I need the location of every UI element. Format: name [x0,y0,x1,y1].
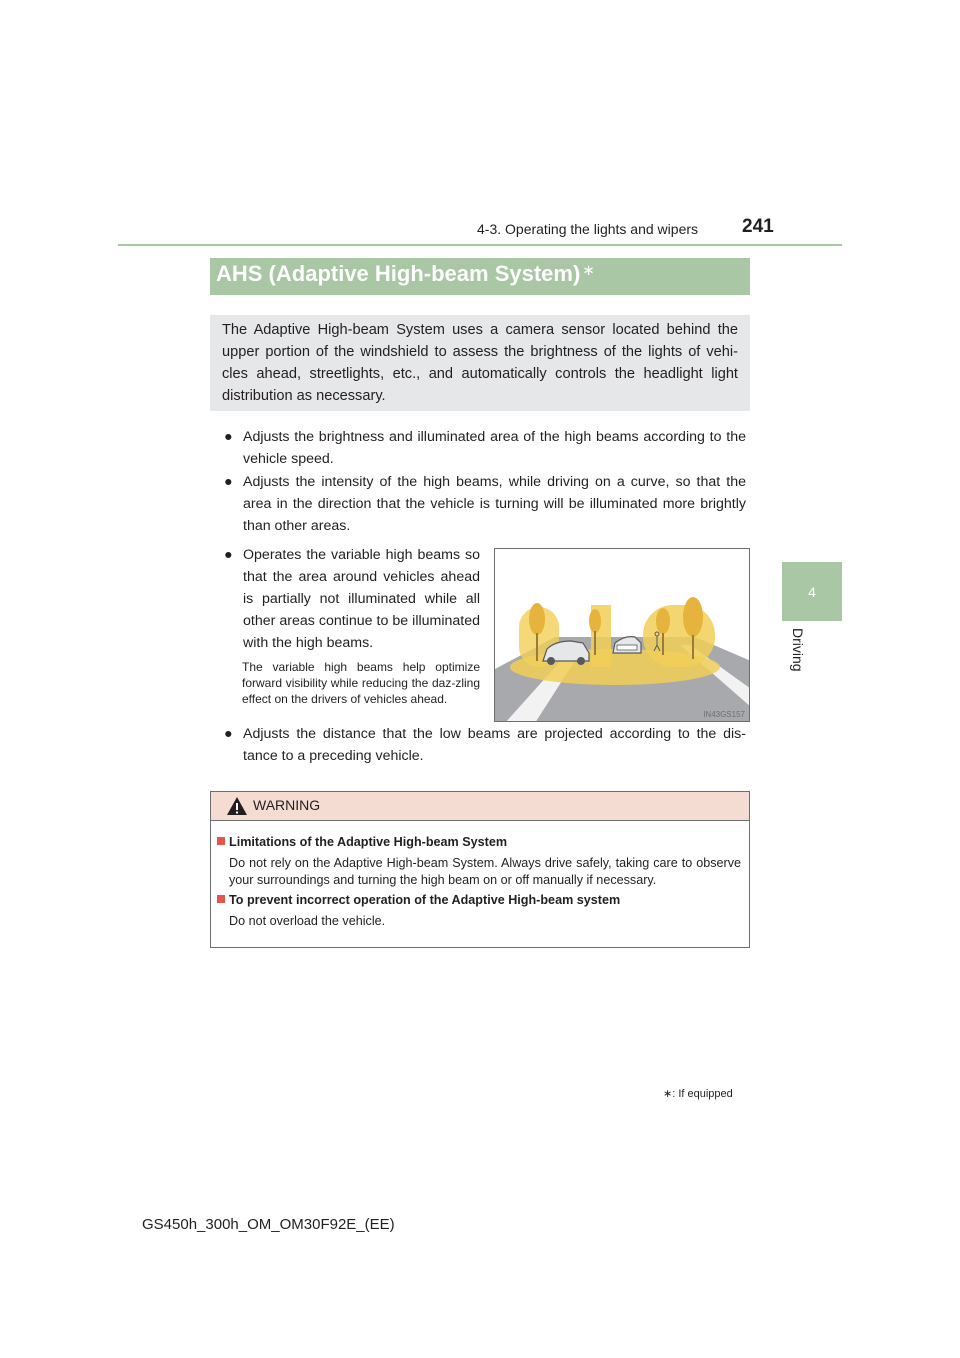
figure-code: IN43GS157 [703,710,745,719]
warning-triangle-icon [226,796,248,816]
bullet-dot-icon: ● [224,726,233,742]
warning-header [211,792,749,821]
running-header-section: 4-3. Operating the lights and wipers [477,221,699,237]
warning-item-body: Do not overload the vehicle. [229,914,386,928]
footnote-marker: ∗ [663,1088,673,1100]
bullet-dot-icon: ● [224,547,233,563]
header-rule [118,244,842,246]
red-square-icon [217,837,225,845]
chapter-number: 4 [808,583,816,600]
bullet-item [224,723,746,767]
footnote-text: : If equipped [672,1088,733,1100]
ahs-illustration [494,548,750,722]
road-scene-icon [495,549,750,722]
bullet-text: Adjusts the distance that the low beams are projected according to the dis-tance to a preceding vehicle. [243,726,746,764]
bullet-dot-icon: ● [224,474,233,490]
warning-item-heading: Limitations of the Adaptive High-beam System [217,834,743,851]
warning-item-body: Do not rely on the Adaptive High-beam System. Always drive safely, taking care to observe your surroundings and turning the high beam on or off manually if necessary. [229,856,741,887]
bullet-item [224,471,746,537]
figure-caption: The variable high beams help optimize forward visibility while reducing the daz-zling effect on the drivers of vehicles ahead. [242,660,480,706]
document-code-footer: GS450h_300h_OM_OM30F92E_(EE) [142,1216,395,1233]
bullet-text: Adjusts the brightness and illuminated area of the high beams according to the vehicle speed. [243,429,746,467]
warning-title: WARNING [253,797,321,813]
bullet-dot-icon: ● [224,429,233,445]
chapter-name: Driving [790,628,806,672]
section-title [210,258,750,295]
page-number: 241 [742,216,774,237]
bullet-text: Operates the variable high beams so that the area around vehicles ahead is partially not illuminated while all other areas continue to be illuminated with the high beams. [243,547,480,651]
section-title-text: AHS (Adaptive High-beam System) [216,261,581,286]
warning-box [210,791,750,948]
red-square-icon [217,895,225,903]
footnote [663,1087,733,1100]
bullet-item [224,544,480,654]
intro-box: The Adaptive High-beam System uses a camera sensor located behind the upper portion of the windshield to assess the brightness of the lights of vehi-cles ahead, streetlights, etc., and automatically controls the headlight light distribution as necessary. [210,315,750,411]
bullet-item [224,426,746,470]
if-equipped-marker: ∗ [582,262,595,279]
warning-item-heading: To prevent incorrect operation of the Adaptive High-beam system [217,892,743,909]
bullet-text: Adjusts the intensity of the high beams, while driving on a curve, so that the area in the direction that the vehicle is turning will be illuminated more brightly than other areas. [243,474,746,534]
chapter-tab [782,562,842,621]
